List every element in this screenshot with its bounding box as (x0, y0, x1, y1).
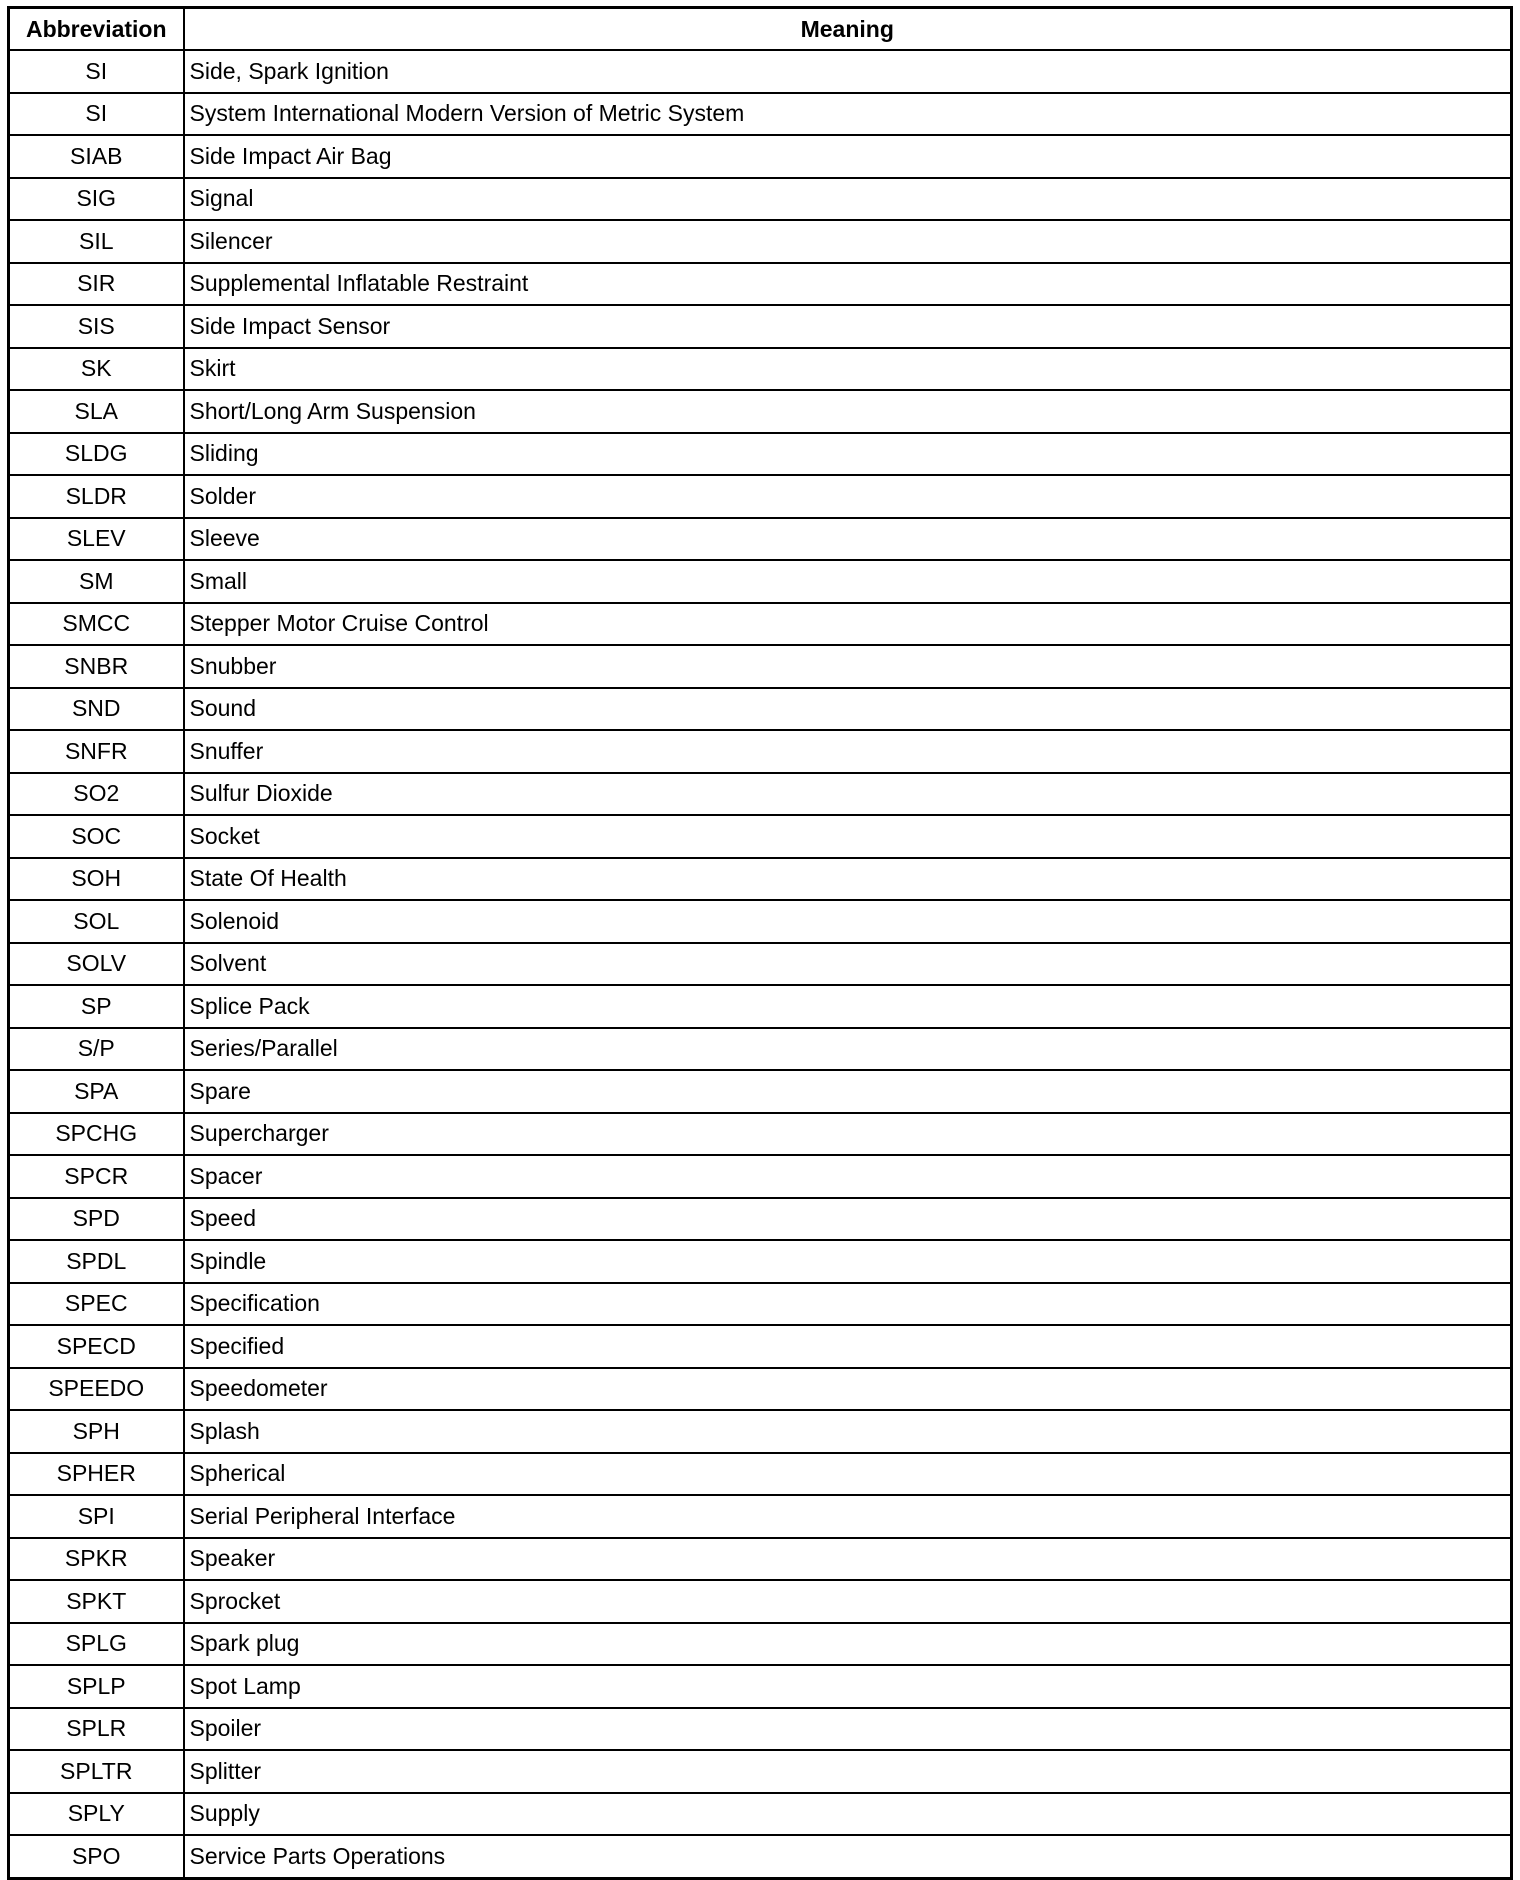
table-row (9, 1623, 1512, 1666)
abbreviation-cell: SPDL (9, 1240, 184, 1283)
abbreviation-cell: SPLR (9, 1708, 184, 1751)
abbreviation-cell: SI (9, 50, 184, 93)
table-row (9, 1708, 1512, 1751)
meaning-cell: Sprocket (184, 1580, 1512, 1623)
abbreviation-cell: SK (9, 348, 184, 391)
abbreviation-cell: SPLTR (9, 1750, 184, 1793)
meaning-cell: Speed (184, 1198, 1512, 1241)
table-row (9, 433, 1512, 476)
meaning-cell: Supplemental Inflatable Restraint (184, 263, 1512, 306)
header-row (9, 8, 1512, 51)
table-row (9, 1665, 1512, 1708)
meaning-cell: Specification (184, 1283, 1512, 1326)
table-row (9, 1113, 1512, 1156)
meaning-cell: Series/Parallel (184, 1028, 1512, 1071)
meaning-cell: Spoiler (184, 1708, 1512, 1751)
abbreviation-cell: SOLV (9, 943, 184, 986)
table-row (9, 815, 1512, 858)
meaning-cell: Specified (184, 1325, 1512, 1368)
meaning-cell: Spot Lamp (184, 1665, 1512, 1708)
abbreviation-cell: SLDR (9, 475, 184, 518)
meaning-cell: Sleeve (184, 518, 1512, 561)
meaning-cell: Splitter (184, 1750, 1512, 1793)
meaning-cell: Supply (184, 1793, 1512, 1836)
meaning-cell: Stepper Motor Cruise Control (184, 603, 1512, 646)
abbreviation-cell: SPLG (9, 1623, 184, 1666)
meaning-cell: Solenoid (184, 900, 1512, 943)
abbreviation-cell: SLEV (9, 518, 184, 561)
abbreviation-cell: S/P (9, 1028, 184, 1071)
table-row (9, 1155, 1512, 1198)
abbreviation-cell: SIL (9, 220, 184, 263)
table-row (9, 1283, 1512, 1326)
table-row (9, 1070, 1512, 1113)
table-row (9, 1240, 1512, 1283)
table-row (9, 1325, 1512, 1368)
meaning-cell: Speaker (184, 1538, 1512, 1581)
meaning-cell: Spherical (184, 1453, 1512, 1496)
header-meaning: Meaning (184, 8, 1512, 51)
table-row (9, 1368, 1512, 1411)
meaning-cell: Skirt (184, 348, 1512, 391)
table-row (9, 390, 1512, 433)
meaning-cell: Splash (184, 1410, 1512, 1453)
abbreviation-cell: SPEC (9, 1283, 184, 1326)
meaning-cell: Side Impact Air Bag (184, 135, 1512, 178)
abbreviation-cell: SPEEDO (9, 1368, 184, 1411)
table-row (9, 1028, 1512, 1071)
table-row (9, 263, 1512, 306)
meaning-cell: Signal (184, 178, 1512, 221)
abbreviation-cell: SPHER (9, 1453, 184, 1496)
table-row (9, 560, 1512, 603)
header-abbreviation: Abbreviation (9, 8, 184, 51)
table-row (9, 1410, 1512, 1453)
meaning-cell: Spacer (184, 1155, 1512, 1198)
abbreviation-cell: SNBR (9, 645, 184, 688)
table-row (9, 985, 1512, 1028)
abbreviation-cell: SPECD (9, 1325, 184, 1368)
table-row (9, 220, 1512, 263)
meaning-cell: Spark plug (184, 1623, 1512, 1666)
table-row (9, 348, 1512, 391)
meaning-cell: State Of Health (184, 858, 1512, 901)
table-row (9, 1495, 1512, 1538)
abbreviation-cell: SIAB (9, 135, 184, 178)
table-row (9, 1793, 1512, 1836)
abbreviation-cell: SPH (9, 1410, 184, 1453)
meaning-cell: Snuffer (184, 730, 1512, 773)
abbreviation-cell: SOC (9, 815, 184, 858)
table-row (9, 1198, 1512, 1241)
table-row (9, 773, 1512, 816)
table-row (9, 1835, 1512, 1878)
meaning-cell: Small (184, 560, 1512, 603)
abbreviation-cell: SPCR (9, 1155, 184, 1198)
meaning-cell: Side Impact Sensor (184, 305, 1512, 348)
meaning-cell: Splice Pack (184, 985, 1512, 1028)
table-row (9, 943, 1512, 986)
table-row (9, 93, 1512, 136)
meaning-cell: Service Parts Operations (184, 1835, 1512, 1878)
abbreviation-cell: SM (9, 560, 184, 603)
meaning-cell: Sulfur Dioxide (184, 773, 1512, 816)
table-row (9, 518, 1512, 561)
abbreviation-cell: SPA (9, 1070, 184, 1113)
abbreviation-cell: SIS (9, 305, 184, 348)
meaning-cell: Sound (184, 688, 1512, 731)
table-row (9, 900, 1512, 943)
abbreviation-cell: SIR (9, 263, 184, 306)
table-row (9, 50, 1512, 93)
table-row (9, 475, 1512, 518)
abbreviation-cell: SIG (9, 178, 184, 221)
abbreviation-cell: SPD (9, 1198, 184, 1241)
abbreviation-cell: SND (9, 688, 184, 731)
meaning-cell: Snubber (184, 645, 1512, 688)
table-row (9, 688, 1512, 731)
meaning-cell: Side, Spark Ignition (184, 50, 1512, 93)
table-row (9, 1750, 1512, 1793)
abbreviation-cell: SPKT (9, 1580, 184, 1623)
table-row (9, 858, 1512, 901)
table-row (9, 645, 1512, 688)
abbreviation-cell: SPKR (9, 1538, 184, 1581)
abbreviation-cell: SO2 (9, 773, 184, 816)
abbreviation-cell: SP (9, 985, 184, 1028)
abbreviation-cell: SPO (9, 1835, 184, 1878)
meaning-cell: Supercharger (184, 1113, 1512, 1156)
meaning-cell: Serial Peripheral Interface (184, 1495, 1512, 1538)
meaning-cell: System International Modern Version of Metric System (184, 93, 1512, 136)
table-row (9, 730, 1512, 773)
meaning-cell: Spindle (184, 1240, 1512, 1283)
meaning-cell: Solder (184, 475, 1512, 518)
abbreviation-table (7, 6, 1513, 1880)
abbreviation-cell: SOH (9, 858, 184, 901)
abbreviation-cell: SPLY (9, 1793, 184, 1836)
table-header (9, 8, 1512, 51)
abbreviation-cell: SPCHG (9, 1113, 184, 1156)
table-row (9, 178, 1512, 221)
abbreviation-cell: SOL (9, 900, 184, 943)
table-row (9, 1580, 1512, 1623)
table-row (9, 135, 1512, 178)
table-row (9, 1453, 1512, 1496)
meaning-cell: Socket (184, 815, 1512, 858)
abbreviation-cell: SLA (9, 390, 184, 433)
abbreviation-cell: SLDG (9, 433, 184, 476)
abbreviation-cell: SPLP (9, 1665, 184, 1708)
meaning-cell: Sliding (184, 433, 1512, 476)
table-body (9, 50, 1512, 1878)
table-row (9, 1538, 1512, 1581)
abbreviation-cell: SI (9, 93, 184, 136)
meaning-cell: Spare (184, 1070, 1512, 1113)
abbreviation-cell: SNFR (9, 730, 184, 773)
meaning-cell: Speedometer (184, 1368, 1512, 1411)
meaning-cell: Silencer (184, 220, 1512, 263)
table-row (9, 603, 1512, 646)
abbreviation-cell: SPI (9, 1495, 184, 1538)
abbreviation-cell: SMCC (9, 603, 184, 646)
meaning-cell: Solvent (184, 943, 1512, 986)
table-row (9, 305, 1512, 348)
meaning-cell: Short/Long Arm Suspension (184, 390, 1512, 433)
